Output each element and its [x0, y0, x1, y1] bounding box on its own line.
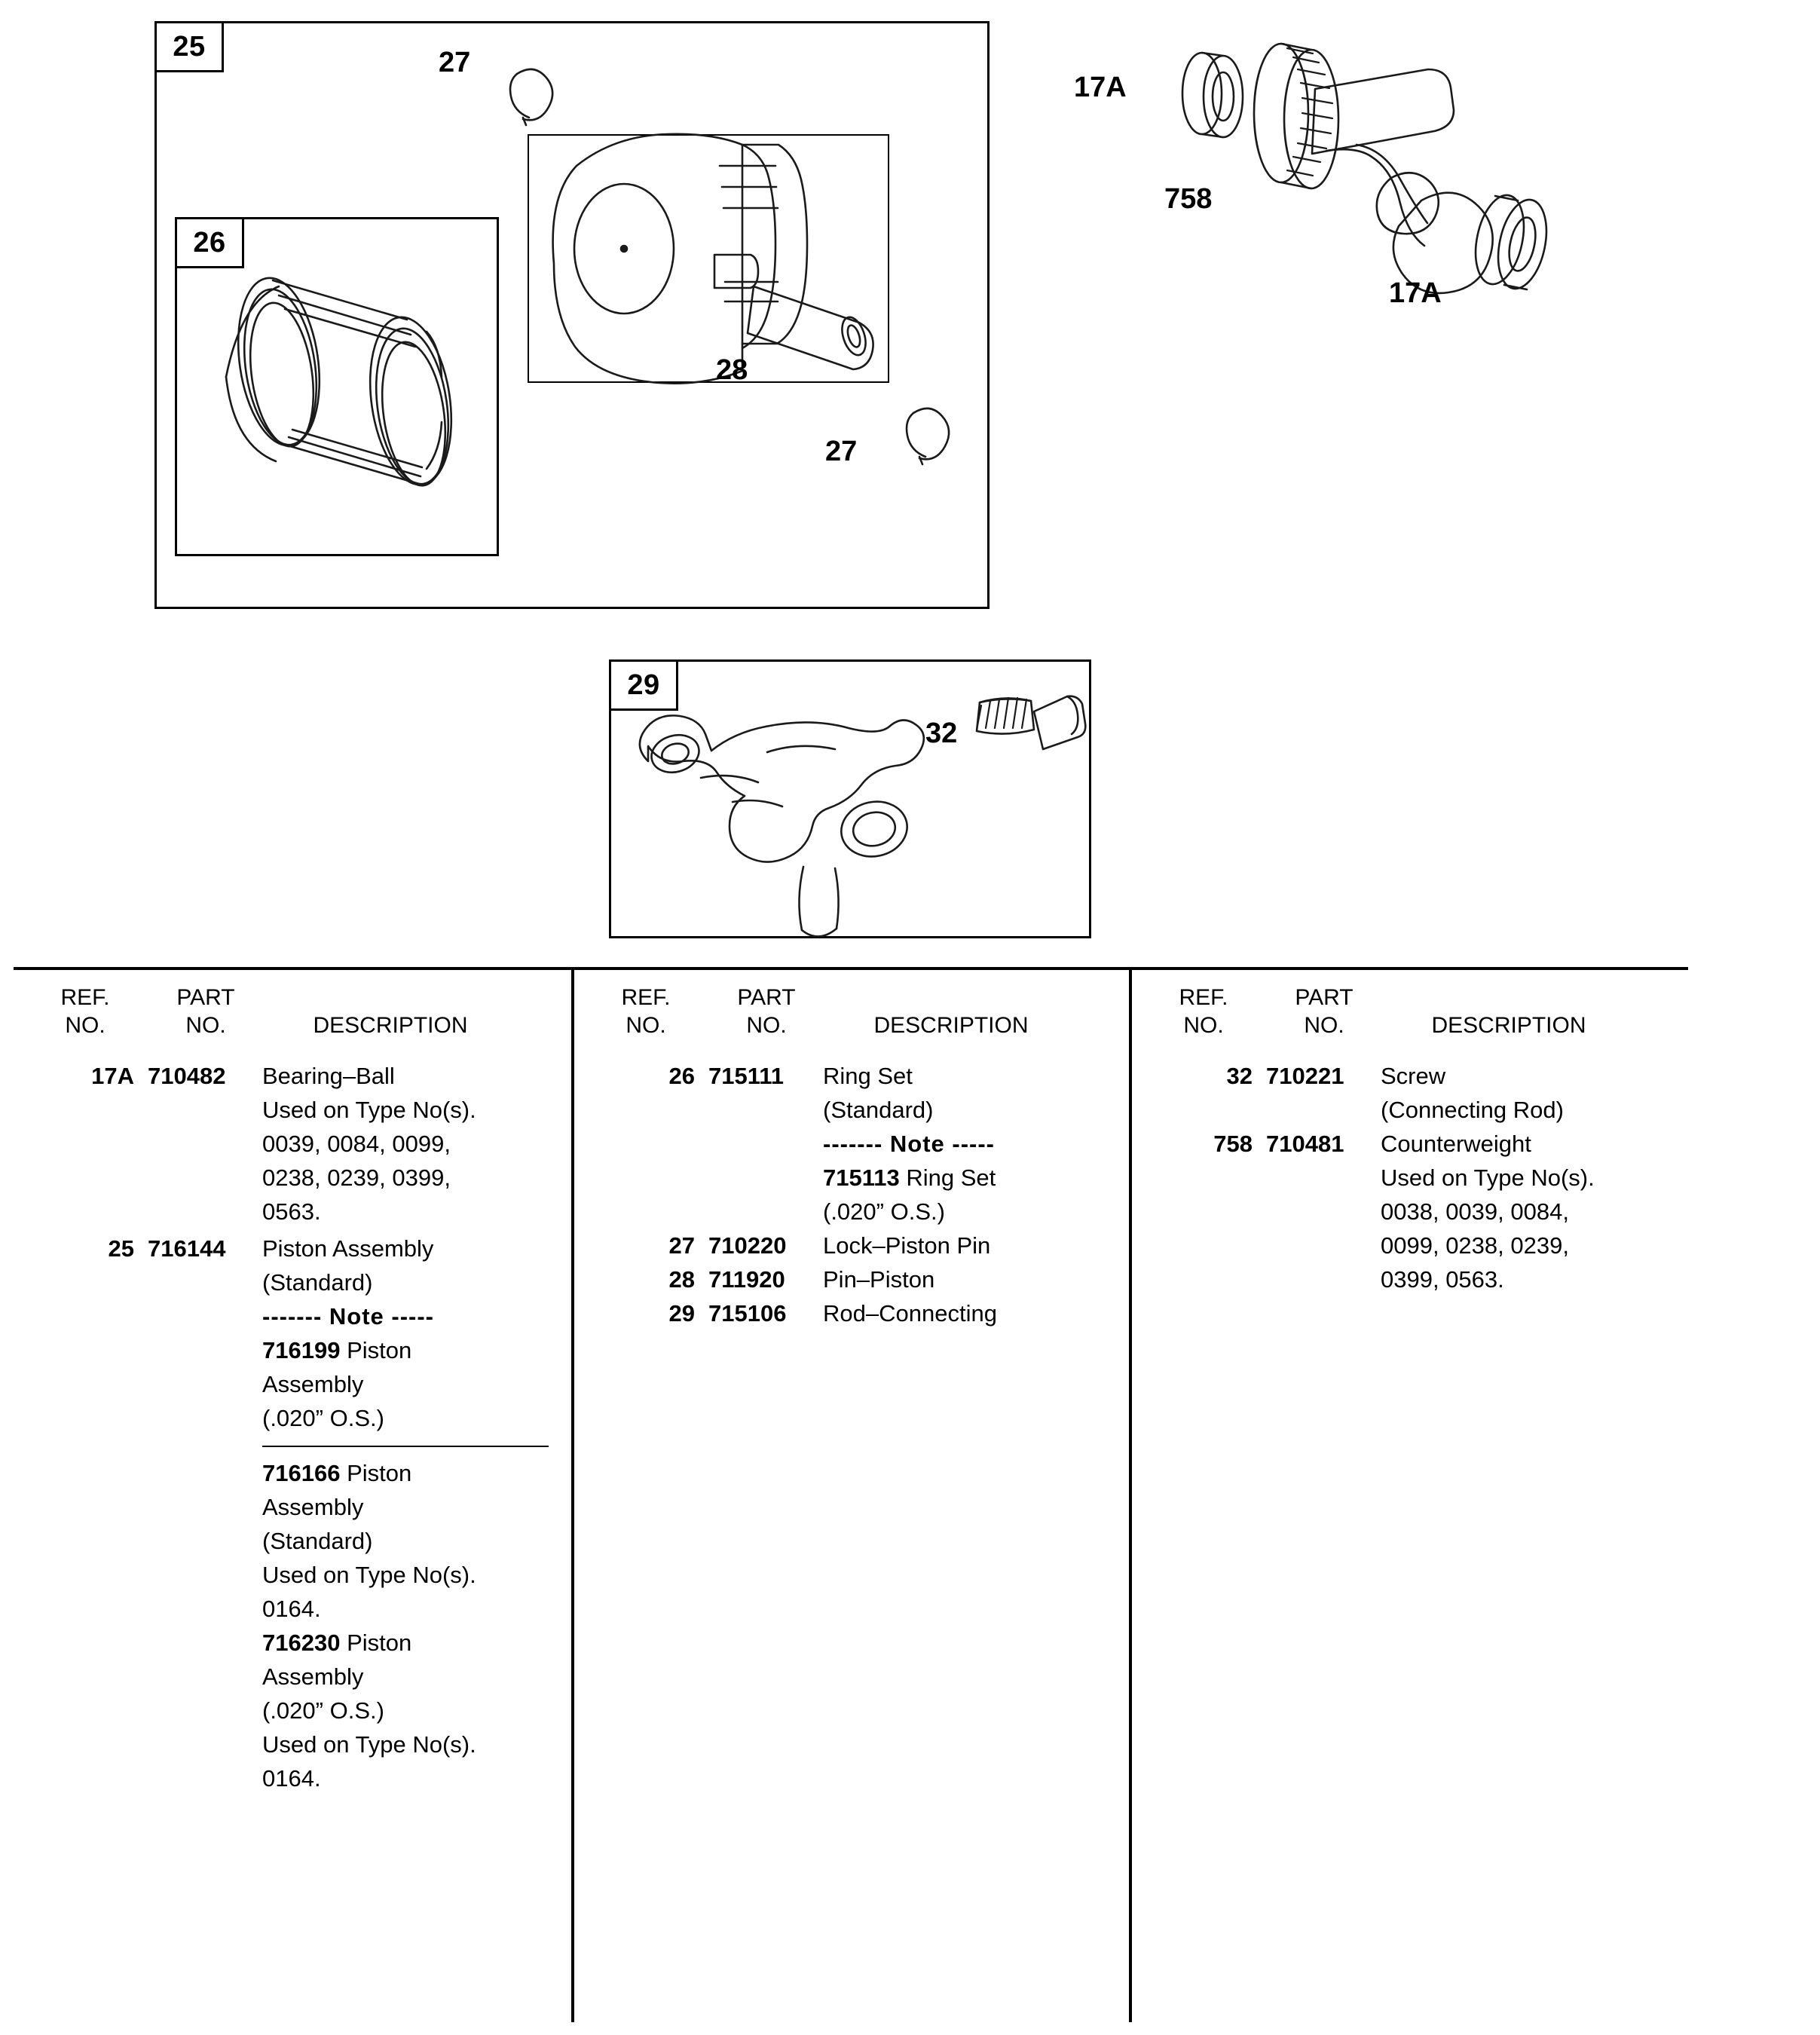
- alt-part-no: 716199: [262, 1337, 341, 1363]
- table-row: [574, 1229, 1129, 1262]
- header-ref-line1: REF.: [1179, 985, 1228, 1010]
- header-part-line1: PART: [176, 985, 235, 1010]
- row-ref-no: 17A: [91, 1063, 134, 1089]
- desc-line: Lock–Piston Pin: [823, 1232, 991, 1259]
- desc-line-alt-part: [262, 1456, 556, 1490]
- parts-table-column-3: [1129, 970, 1688, 2022]
- row-ref-no: 758: [1213, 1131, 1253, 1157]
- row-part-no: 710221: [1266, 1063, 1344, 1089]
- header-part-line1: PART: [1295, 985, 1354, 1010]
- row-part-no: 716144: [148, 1235, 226, 1262]
- desc-line: 0563.: [262, 1198, 321, 1225]
- header-description: DESCRIPTION: [873, 1013, 1029, 1038]
- table-row: [574, 1262, 1129, 1296]
- desc-line: 0238, 0239, 0399,: [262, 1164, 451, 1191]
- desc-line-alt-part: [262, 1626, 556, 1660]
- column-1-rows: [14, 1051, 571, 1795]
- desc-line: (Standard): [262, 1269, 373, 1296]
- desc-line: Assembly: [262, 1371, 364, 1397]
- callout-17a-top: 17A: [1074, 72, 1127, 103]
- connecting-rod-drawing: [640, 715, 924, 936]
- callout-27-bottom: 27: [825, 436, 858, 467]
- alt-part-text: Ring Set: [899, 1164, 996, 1191]
- desc-line: (Connecting Rod): [1381, 1097, 1564, 1123]
- row-description: [823, 1296, 1129, 1330]
- row-description: [823, 1059, 1129, 1229]
- illustration-area: [0, 0, 1820, 957]
- desc-line: (.020” O.S.): [262, 1697, 384, 1724]
- header-ref-line1: REF.: [621, 985, 671, 1010]
- desc-line: 0164.: [262, 1765, 321, 1792]
- header-ref-line2: NO.: [65, 1013, 106, 1038]
- row-ref-no: 28: [668, 1266, 695, 1293]
- desc-line: 0399, 0563.: [1381, 1266, 1504, 1293]
- callout-28: 28: [716, 354, 748, 386]
- column-2-header: [574, 970, 1129, 1051]
- desc-line: (.020” O.S.): [262, 1405, 384, 1431]
- desc-line: 0038, 0039, 0084,: [1381, 1198, 1569, 1225]
- alt-part-no: 716166: [262, 1460, 341, 1486]
- desc-line: Counterweight: [1381, 1131, 1531, 1157]
- desc-line: Used on Type No(s).: [262, 1731, 476, 1758]
- header-ref-line2: NO.: [626, 1013, 666, 1038]
- desc-line: (.020” O.S.): [823, 1198, 945, 1225]
- row-ref-no: 32: [1226, 1063, 1253, 1089]
- desc-line: (Standard): [262, 1528, 373, 1554]
- desc-line: Pin–Piston: [823, 1266, 935, 1293]
- piston-pin-lock-top: [510, 69, 552, 125]
- row-part-no: 715106: [708, 1300, 787, 1327]
- row-ref-no: 25: [108, 1235, 134, 1262]
- callout-17a-bottom: 17A: [1389, 277, 1442, 309]
- parts-table-column-2: [571, 970, 1129, 2022]
- row-part-no: 715111: [708, 1063, 785, 1089]
- desc-line: Used on Type No(s).: [1381, 1164, 1595, 1191]
- piston-pin-lock-bottom: [907, 409, 949, 464]
- row-part-no: 710481: [1266, 1131, 1344, 1157]
- alt-part-no: 716230: [262, 1630, 341, 1656]
- note-rule: [262, 1446, 549, 1447]
- desc-line: Bearing–Ball: [262, 1063, 395, 1089]
- desc-line: (Standard): [823, 1097, 934, 1123]
- desc-line-alt-part: [823, 1161, 1114, 1195]
- table-row: [1132, 1059, 1688, 1127]
- alt-part-text: Piston: [340, 1630, 412, 1656]
- callout-27-top: 27: [439, 47, 471, 78]
- desc-line: Screw: [1381, 1063, 1446, 1089]
- header-part-line2: NO.: [1304, 1013, 1344, 1038]
- piston-ring-set-drawing: [226, 273, 461, 490]
- desc-line-alt-part: [262, 1333, 556, 1367]
- row-description: [823, 1262, 1129, 1296]
- row-ref-no: 26: [668, 1063, 695, 1089]
- row-ref-no: 27: [668, 1232, 695, 1259]
- header-part-line2: NO.: [185, 1013, 226, 1038]
- table-row: [574, 1059, 1129, 1229]
- alt-part-no: 715113: [823, 1164, 900, 1191]
- parts-table-column-1: [14, 970, 571, 2022]
- desc-line: 0164.: [262, 1596, 321, 1622]
- parts-table: [14, 967, 1688, 2022]
- row-description: [262, 1059, 571, 1229]
- header-ref-no: [44, 984, 127, 1039]
- row-description: [262, 1232, 571, 1795]
- row-description: [1381, 1127, 1688, 1296]
- table-row: [1132, 1127, 1688, 1296]
- desc-line: 0099, 0238, 0239,: [1381, 1232, 1569, 1259]
- parts-line-art: [0, 0, 1820, 957]
- table-row: [574, 1296, 1129, 1330]
- row-description: [823, 1229, 1129, 1262]
- panel-26-tag: 26: [175, 217, 244, 268]
- connecting-rod-screw-drawing: [977, 696, 1085, 749]
- header-ref-line2: NO.: [1183, 1013, 1224, 1038]
- table-row: [14, 1232, 571, 1795]
- column-3-header: [1132, 970, 1688, 1051]
- panel-25-tag: 25: [154, 21, 224, 72]
- desc-line: 0039, 0084, 0099,: [262, 1131, 451, 1157]
- desc-line: Ring Set: [823, 1063, 913, 1089]
- desc-line: Piston Assembly: [262, 1235, 434, 1262]
- alt-part-text: Piston: [340, 1460, 412, 1486]
- alt-part-text: Piston: [340, 1337, 412, 1363]
- row-ref-no: 29: [668, 1300, 695, 1327]
- desc-line: Assembly: [262, 1663, 364, 1690]
- piston-drawing: [553, 134, 873, 384]
- desc-line: Assembly: [262, 1494, 364, 1520]
- header-part-no: [157, 984, 255, 1039]
- note-separator: ------- Note -----: [262, 1303, 434, 1330]
- table-row: [14, 1059, 571, 1229]
- row-part-no: 711920: [708, 1266, 785, 1293]
- counterweight-assembly-drawing: [1182, 44, 1554, 293]
- header-part-line1: PART: [737, 985, 796, 1010]
- column-3-rows: [1132, 1051, 1688, 1296]
- header-description: DESCRIPTION: [1431, 1013, 1586, 1038]
- header-ref-no: [1162, 984, 1245, 1039]
- panel-29-tag: 29: [609, 659, 678, 711]
- header-ref-line1: REF.: [60, 985, 110, 1010]
- row-part-no: 710220: [708, 1232, 787, 1259]
- desc-line: Used on Type No(s).: [262, 1097, 476, 1123]
- header-ref-no: [604, 984, 687, 1039]
- desc-line: Rod–Connecting: [823, 1300, 997, 1327]
- header-part-no: [1275, 984, 1373, 1039]
- column-1-header: [14, 970, 571, 1051]
- note-separator: ------- Note -----: [823, 1131, 995, 1157]
- row-description: [1381, 1059, 1688, 1127]
- row-part-no: 710482: [148, 1063, 226, 1089]
- header-description: DESCRIPTION: [313, 1013, 468, 1038]
- callout-758: 758: [1164, 183, 1213, 215]
- header-part-line2: NO.: [746, 1013, 787, 1038]
- header-part-no: [717, 984, 815, 1039]
- column-2-rows: [574, 1051, 1129, 1330]
- callout-32: 32: [925, 718, 958, 749]
- desc-line: Used on Type No(s).: [262, 1562, 476, 1588]
